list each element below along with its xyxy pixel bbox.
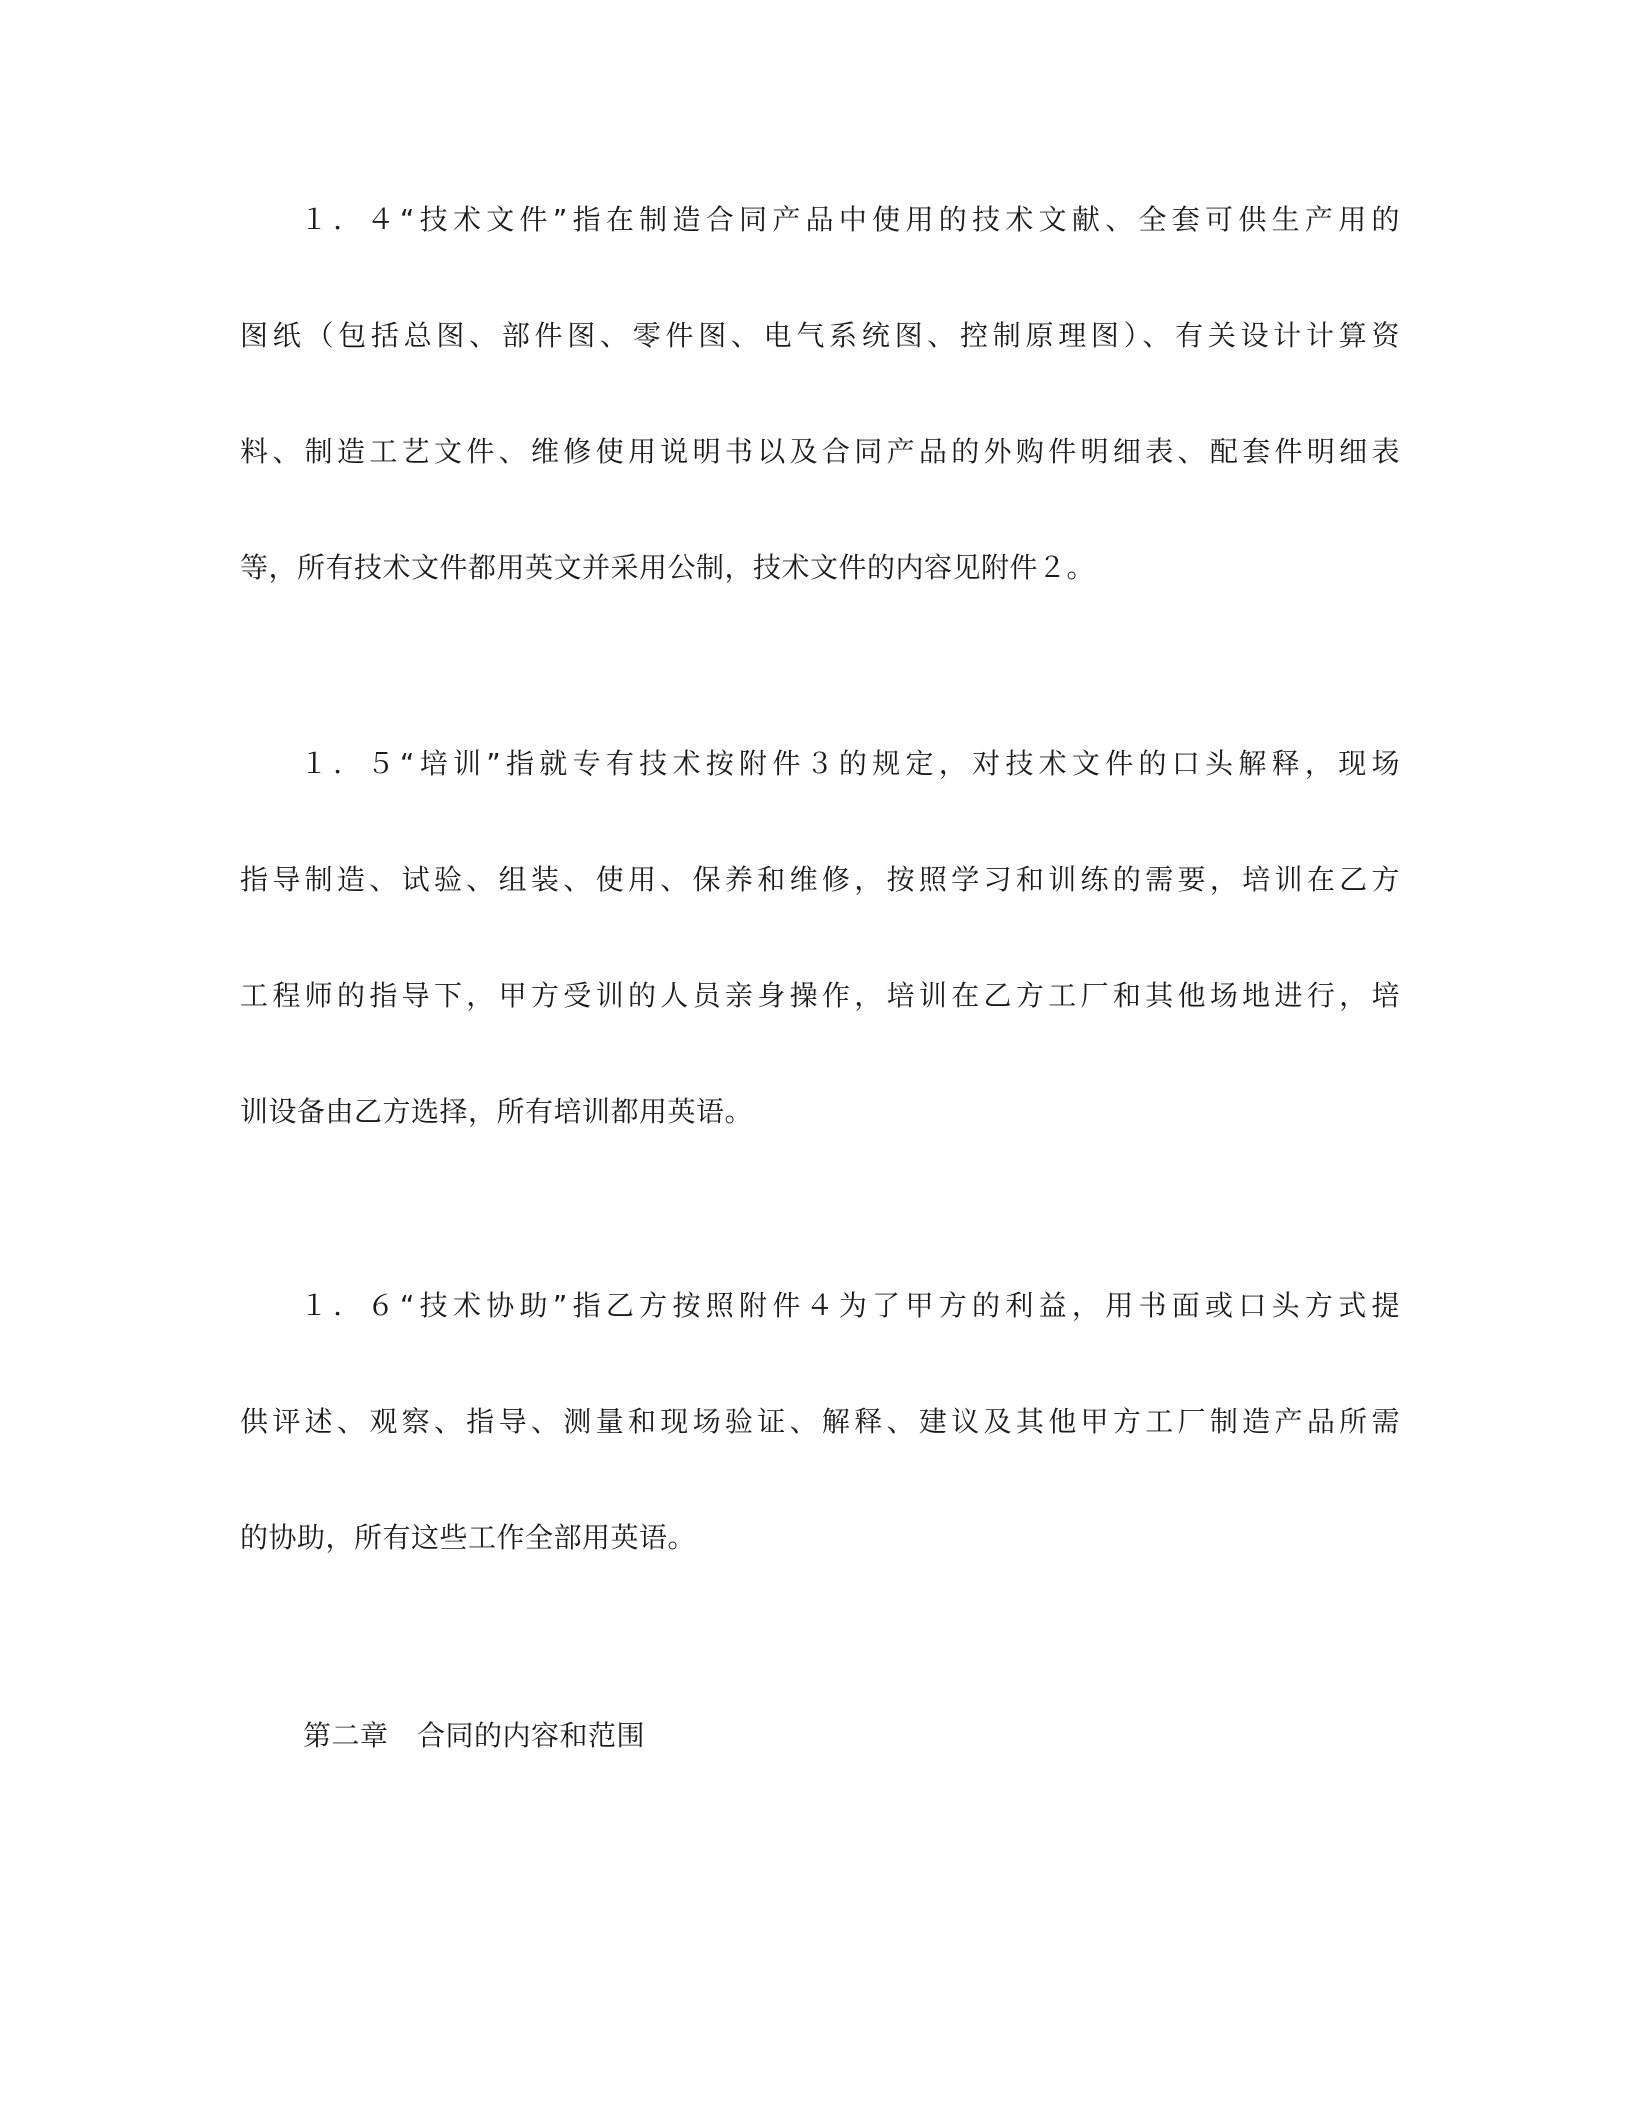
clause-line: 图纸（包括总图、部件图、零件图、电气系统图、控制原理图）、有关设计计算资 (240, 319, 1400, 352)
clause-1-5 (240, 744, 1400, 1132)
clause-1-4 (240, 200, 1400, 588)
clause-line: 训设备由乙方选择，所有培训都用英语。 (240, 1095, 754, 1128)
clause-line: １．４“技术文件”指在制造合同产品中使用的技术文献、全套可供生产用的 (300, 203, 1400, 236)
clause-line: 等，所有技术文件都用英文并采用公制，技术文件的内容见附件２。 (240, 551, 1096, 584)
clause-line: 工程师的指导下，甲方受训的人员亲身操作，培训在乙方工厂和其他场地进行，培 (240, 979, 1400, 1012)
clause-line: 的协助，所有这些工作全部用英语。 (240, 1521, 697, 1554)
chapter-heading: 第二章 合同的内容和范围 (303, 1719, 646, 1752)
clause-line: 料、制造工艺文件、维修使用说明书以及合同产品的外购件明细表、配套件明细表 (240, 435, 1400, 468)
clause-line: １．６“技术协助”指乙方按照附件４为了甲方的利益，用书面或口头方式提 (300, 1289, 1400, 1322)
clause-line: １．５“培训”指就专有技术按附件３的规定，对技术文件的口头解释，现场 (300, 747, 1400, 780)
clause-1-6 (240, 1286, 1400, 1558)
clause-line: 供评述、观察、指导、测量和现场验证、解释、建议及其他甲方工厂制造产品所需 (240, 1405, 1400, 1438)
clause-line: 指导制造、试验、组装、使用、保养和维修，按照学习和训练的需要，培训在乙方 (240, 863, 1400, 896)
